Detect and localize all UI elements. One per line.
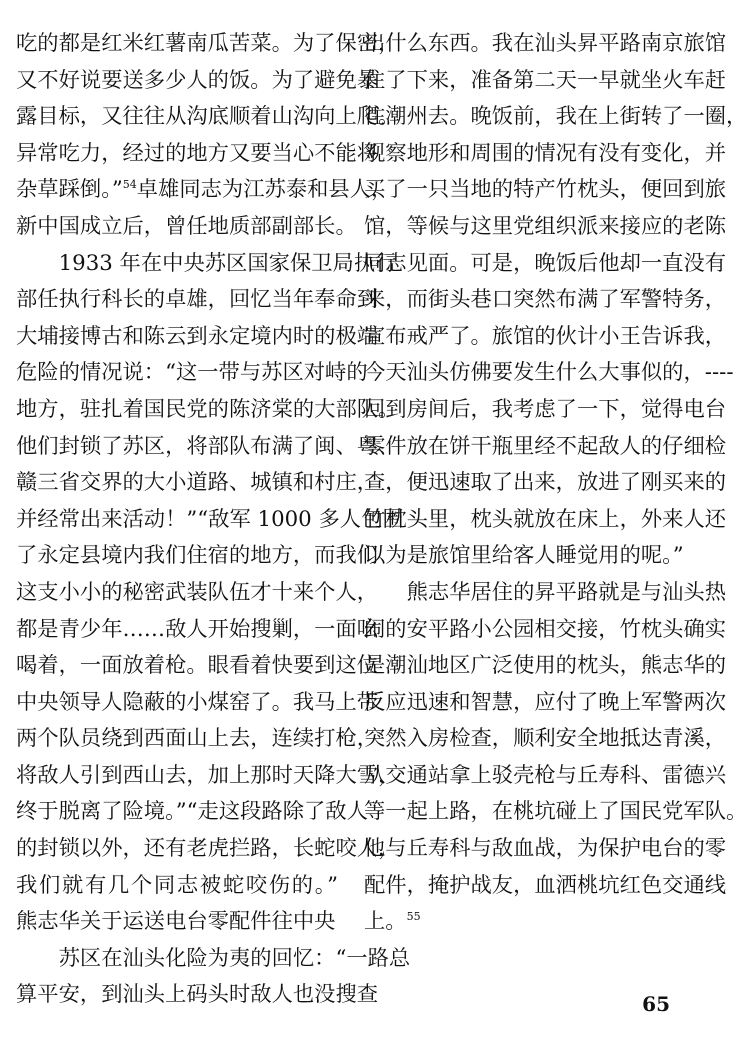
text-line: 了永定县境内我们住宿的地方，而我们 (16, 543, 379, 569)
text-line: 危险的情况说：“这一带与苏区对峙的 (16, 360, 368, 386)
text-line: 部任执行科长的卓雄，回忆当年奉命到 (16, 287, 379, 313)
text-fragment: 上。 (364, 909, 407, 935)
text-line: 两个队员绕到西面山上去，连续打枪， (16, 726, 379, 752)
text-line: 露目标，又往往从沟底顺着山沟向上爬。 (16, 104, 400, 130)
text-line: 以为是旅馆里给客人睡觉用的呢。” (364, 543, 684, 569)
text-line: 竹枕头里，枕头就放在床上，外来人还 (364, 506, 727, 532)
text-line: 大埔接博古和陈云到永定境内时的极端 (16, 323, 379, 349)
text-line: 宣布戒严了。旅馆的伙计小王告诉我， (364, 323, 727, 349)
text-line: 反应迅速和智慧，应付了晚上军警两次 (364, 689, 727, 715)
text-line: 又不好说要送多少人的饭。为了避免暴 (16, 67, 379, 93)
text-fragment: 杂草踩倒。” (16, 177, 123, 203)
text-line: 中央领导人隐蔽的小煤窑了。我马上带 (16, 689, 379, 715)
right-text-column (364, 26, 747, 941)
left-text-column (16, 26, 411, 1051)
text-line: 的封锁以外，还有老虎拦路，长蛇咬人， (16, 836, 400, 862)
text-line: 来，而街头巷口突然布满了军警特务， (364, 287, 727, 313)
text-line: 赣三省交界的大小道路、城镇和村庄， (16, 470, 379, 496)
text-line: 出什么东西。我在汕头昇平路南京旅馆 (364, 31, 727, 56)
text-line: 将敌人引到西山去，加上那时天降大雪， (16, 762, 400, 788)
text-line: 回到房间后，我考虑了一下，觉得电台 (364, 396, 727, 422)
text-line: 闹的安平路小公园相交接，竹枕头确实 (364, 616, 727, 642)
text-line: 都是青少年……敌人开始搜剿，一面吆 (16, 616, 379, 642)
text-line: 喝着，一面放着枪。眼看着快要到这位 (16, 653, 379, 679)
text-line: 他们封锁了苏区，将部队布满了闽、粤、 (16, 433, 400, 459)
text-line: 买了一只当地的特产竹枕头，便回到旅 (364, 177, 727, 203)
paragraph-start-line: 苏区在汕头化险为夷的回忆：“一路总 (58, 945, 411, 971)
footnote-marker-55: 55 (406, 910, 421, 924)
text-line: 算平安，到汕头上码头时敌人也没搜查 (16, 982, 379, 1008)
text-line: 吃的都是红米红薯南瓜苦菜。为了保密， (16, 31, 400, 56)
text-line: 馆，等候与这里党组织派来接应的老陈 (364, 213, 727, 239)
text-line: 突然入房检查，顺利安全地抵达青溪， (364, 726, 727, 752)
text-line: 异常吃力，经过的地方又要当心不能将 (16, 140, 379, 166)
text-line: 往潮州去。晚饭前，我在上街转了一圈， (364, 104, 747, 130)
text-line: 观察地形和周围的情况有没有变化，并 (364, 140, 727, 166)
text-line: 住了下来，准备第二天一早就坐火车赶 (364, 67, 727, 93)
text-line: 从交通站拿上驳壳枪与丘寿科、雷德兴 (364, 762, 727, 788)
text-line: 新中国成立后，曾任地质部副部长。 (16, 213, 357, 239)
page-number: 65 (642, 992, 670, 1016)
text-line: 零件放在饼干瓶里经不起敌人的仔细检 (364, 433, 727, 459)
footnote-marker-54: 54 (122, 178, 137, 192)
text-line: 配件，掩护战友，血洒桃坑红色交通线 (364, 872, 727, 898)
text-line: 我们就有几个同志被蛇咬伤的。” (16, 872, 338, 898)
text-line (16, 172, 393, 209)
text-line: 今天汕头仿佛要发生什么大事似的，---- (364, 360, 734, 386)
text-line: 并经常出来活动！”“敌军 1000 多人包围 (16, 506, 404, 532)
text-line (364, 904, 686, 941)
text-line: 地方，驻扎着国民党的陈济棠的大部队。 (16, 396, 400, 422)
paragraph-start-line: 熊志华居住的昇平路就是与汕头热 (406, 579, 727, 605)
text-line: 终于脱离了险境。”“走这段路除了敌人 (16, 799, 368, 825)
text-fragment: 卓雄同志为江苏泰和县人， (136, 177, 393, 203)
text-line: 同志见面。可是，晚饭后他却一直没有 (364, 250, 727, 276)
text-line: 查，便迅速取了出来，放进了刚买来的 (364, 470, 727, 496)
text-line: 等一起上路，在桃坑碰上了国民党军队。 (364, 799, 747, 825)
paragraph-start-line: 1933 年在中央苏区国家保卫局执行 (58, 250, 397, 276)
text-line: 是潮汕地区广泛使用的枕头，熊志华的 (364, 653, 727, 679)
text-line: 他与丘寿科与敌血战，为保护电台的零 (364, 836, 727, 862)
text-line (16, 1014, 338, 1051)
text-line: 这支小小的秘密武装队伍才十来个人， (16, 579, 379, 605)
text-line: 熊志华关于运送电台零配件往中央 (16, 909, 336, 935)
